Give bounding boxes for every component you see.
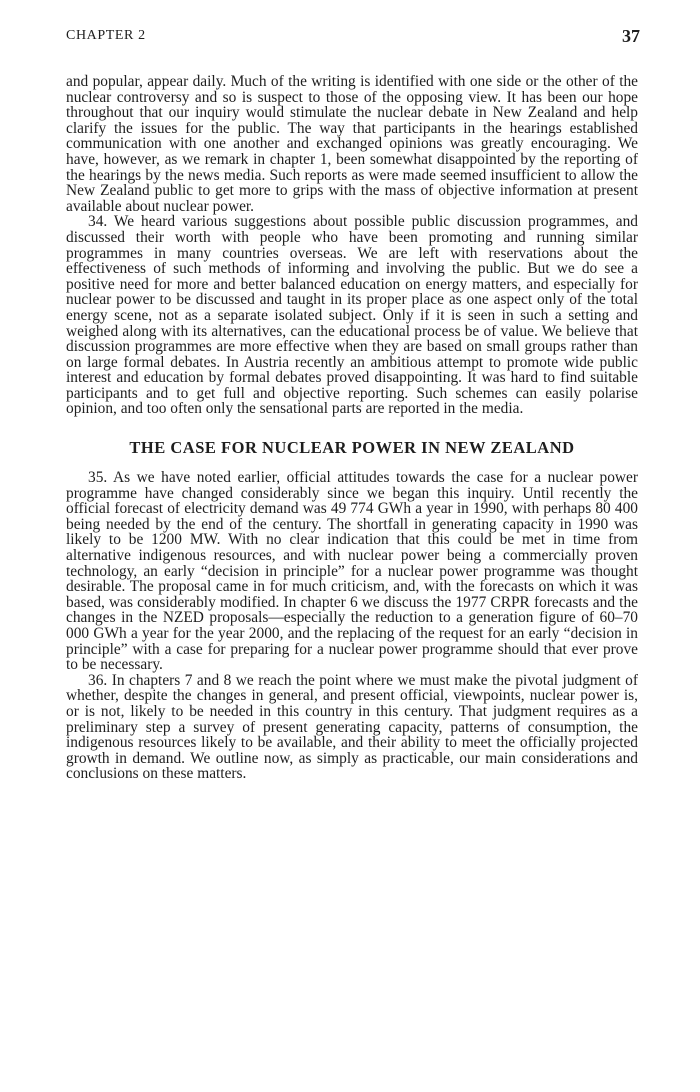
body-text bbox=[66, 74, 638, 782]
chapter-running-head: CHAPTER 2 bbox=[66, 28, 146, 43]
paragraph-35: 35. As we have noted earlier, official attitudes towards the case for a nuclear power programme have changed considerably since we began this inquiry. Until recently the official forecast of electricity demand was 49 774 GWh a year in 1990, with perhaps 80 400 being needed by the end of the century. The shortfall in generating capacity in 1990 was likely to be 1200 MW. With no clear indication that this could be met in time from alternative indigenous resources, and with nuclear power being a commercially proven technology, an early “decision in principle” for a nuclear power programme was thought desirable. The proposal came in for much criticism, and, with the forecasts on which it was based, was considerably modified. In chapter 6 we discuss the 1977 CRPR forecasts and the changes in the NZED proposals—especially the reduction to a generation figure of 60–70 000 GWh a year for the year 2000, and the replacing of the request for an early “decision in principle” with a case for preparing for a nuclear power programme should that ever prove to be necessary. bbox=[66, 469, 638, 674]
paragraph-36: 36. In chapters 7 and 8 we reach the point where we must make the pivotal judgment of whether, despite the changes in general, and present official, viewpoints, nuclear power is, or is not, likely to be needed in this country in this century. That judgment requires as a preliminary step a survey of present generating capacity, patterns of consumption, the indigenous resources likely to be available, and their ability to meet the officially projected growth in demand. We outline now, as simply as practicable, our main considerations and conclusions on these matters. bbox=[66, 671, 638, 783]
section-heading: THE CASE FOR NUCLEAR POWER IN NEW ZEALAND bbox=[129, 438, 575, 458]
paragraph-33-continued: and popular, appear daily. Much of the writing is identified with one side or the other of the nuclear controversy and so is suspect to those of the opposing view. It has been our hope throughout that our inquiry would stimulate the nuclear debate in New Zealand and help clarify the issues for the public. The way that participants in the hearings established communication with one another and exchanged opinions was greatly encouraging. We have, however, as we remark in chapter 1, been somewhat disappointed by the reporting of the hearings by the news media. Such reports as were made seemed insufficient to allow the New Zealand public to get more to grips with the mass of objective information at present available about nuclear power. bbox=[66, 73, 638, 215]
page-number: 37 bbox=[622, 26, 640, 46]
paragraph-34: 34. We heard various suggestions about possible public discussion programmes, and discussed their worth with people who have been promoting and running similar programmes in many countries overseas. We are left with reservations about the effectiveness of such methods of informing and involving the public. But we do see a positive need for more and better balanced education on energy matters, and especially for nuclear power to be discussed and taught in its proper place as one aspect only of the total energy scene, not as a separate isolated subject. Only if it is seen in such a setting and weighed along with its alternatives, can the educational process be of value. We believe that discussion programmes are more effective when they are based on small groups rather than on large formal debates. In Austria recently an ambitious attempt to promote wide public interest and education by formal debates proved disappointing. It was hard to find suitable participants and to get full and objective reporting. Such schemes can easily polarise opinion, and too often only the sensational parts are reported in the media. bbox=[66, 213, 638, 418]
